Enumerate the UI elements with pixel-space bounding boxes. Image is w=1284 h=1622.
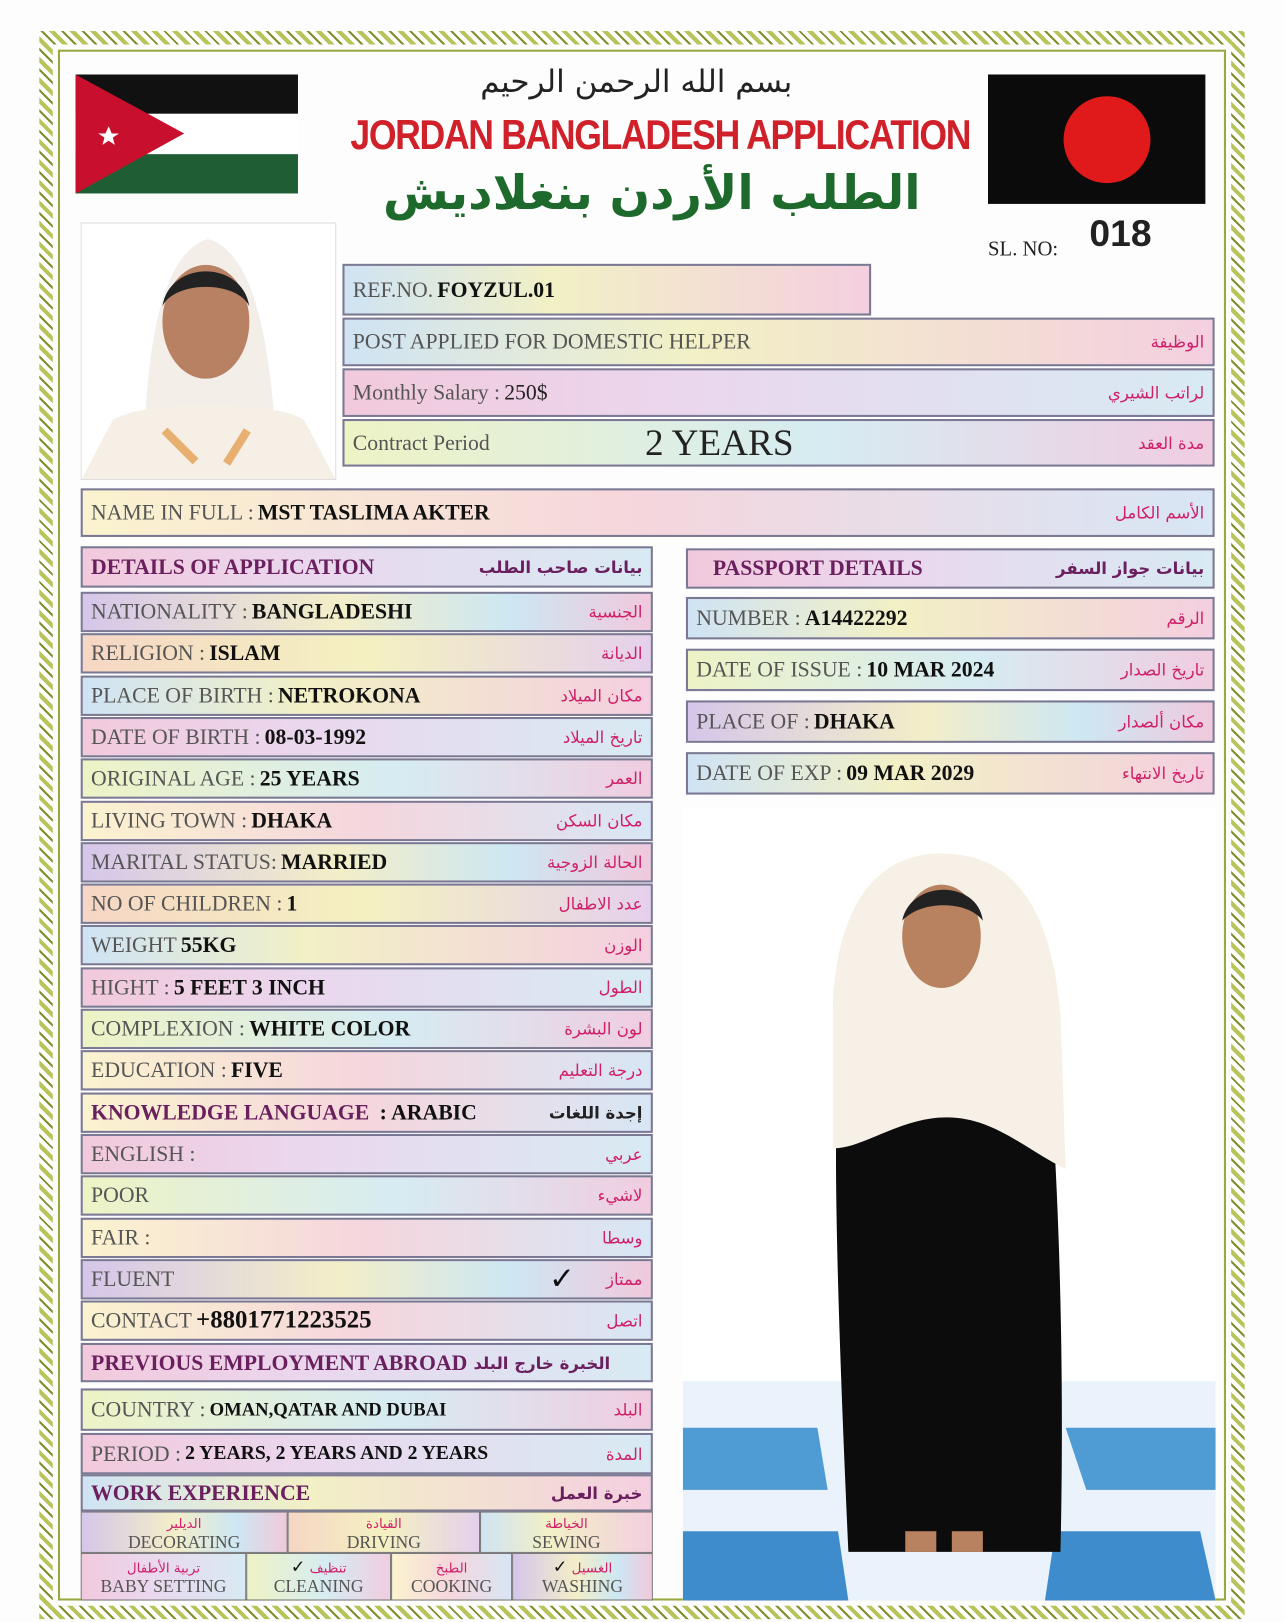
detail-label: WEIGHT	[91, 932, 177, 958]
passport-value: DHAKA	[813, 708, 895, 734]
post-applied-arabic: الوظيفة	[1150, 332, 1205, 352]
country-arabic: البلد	[613, 1399, 643, 1420]
work-experience-heading	[81, 1474, 653, 1511]
detail-label: NO OF CHILDREN :	[91, 890, 283, 916]
passport-row	[686, 752, 1215, 794]
passport-value: 09 MAR 2029	[846, 760, 975, 786]
detail-label: MARITAL STATUS:	[91, 849, 277, 875]
document-title: JORDAN BANGLADESH APPLICATION	[350, 112, 971, 159]
post-applied-field	[342, 318, 1214, 367]
detail-value: MARRIED	[281, 849, 388, 875]
language-label: FLUENT	[91, 1266, 175, 1291]
detail-arabic: الديانة	[601, 643, 643, 664]
salary-value: 250$	[504, 379, 548, 405]
work-skill-baby-setting	[81, 1553, 247, 1601]
passport-label: DATE OF EXP :	[696, 760, 843, 786]
details-heading-label: DETAILS OF APPLICATION	[91, 554, 375, 579]
passport-heading	[686, 548, 1215, 588]
detail-arabic: عدد الاطفال	[558, 893, 643, 914]
detail-value: 08-03-1992	[264, 724, 367, 749]
detail-arabic: العمر	[606, 768, 643, 789]
detail-value: 1	[286, 890, 298, 916]
language-row	[81, 1175, 653, 1215]
language-arabic: عربي	[605, 1144, 643, 1164]
salary-arabic: لراتب الشيري	[1107, 382, 1205, 403]
ref-value: FOYZUL.01	[437, 276, 555, 302]
language-label: POOR	[91, 1182, 150, 1208]
work-skill-washing	[512, 1553, 653, 1601]
passport-heading-label: PASSPORT DETAILS	[712, 555, 923, 581]
previous-employment-label: PREVIOUS EMPLOYMENT ABROAD	[91, 1349, 468, 1375]
skill-label: SEWING	[532, 1532, 601, 1552]
detail-row	[81, 800, 653, 840]
work-skill-driving	[288, 1512, 480, 1553]
contact-value: +8801771223525	[196, 1306, 372, 1334]
detail-value: 5 FEET 3 INCH	[173, 974, 325, 1000]
detail-value: NETROKONA	[277, 682, 421, 708]
period-row	[81, 1433, 653, 1474]
knowledge-arabic: إجدة اللغات	[548, 1102, 643, 1123]
work-skill-cooking	[391, 1553, 512, 1601]
checkmark-icon: ✓	[290, 1557, 306, 1577]
work-skill-cleaning	[246, 1553, 391, 1601]
detail-value: FIVE	[230, 1057, 283, 1083]
detail-row	[81, 925, 653, 965]
skill-arabic: تنظيف	[309, 1561, 347, 1577]
detail-value: BANGLADESHI	[251, 599, 413, 624]
detail-arabic: لون البشرة	[564, 1019, 643, 1039]
detail-value: WHITE COLOR	[249, 1015, 411, 1041]
bangladesh-flag	[988, 74, 1205, 203]
work-skill-decorating	[81, 1512, 288, 1553]
passport-row	[686, 649, 1215, 691]
jordan-flag	[76, 74, 298, 193]
basmala: بسم الله الرحمن الرحيم	[480, 64, 793, 101]
language-row	[81, 1217, 653, 1257]
skill-label: WASHING	[541, 1576, 624, 1597]
detail-row	[81, 592, 653, 632]
detail-arabic: درجة التعليم	[558, 1060, 643, 1081]
previous-employment-arabic: الخبرة خارج البلد	[473, 1352, 611, 1373]
detail-label: DATE OF BIRTH :	[91, 724, 261, 749]
detail-arabic: الوزن	[604, 935, 643, 956]
skill-label: DECORATING	[127, 1532, 241, 1552]
contract-label: Contract Period	[352, 429, 490, 455]
country-row	[81, 1388, 653, 1430]
full-body-photo	[683, 807, 1216, 1601]
detail-row	[81, 842, 653, 882]
period-arabic: المدة	[605, 1443, 643, 1464]
skill-label: DRIVING	[346, 1532, 421, 1552]
passport-heading-arabic: بيانات جواز السفر	[1056, 558, 1205, 579]
detail-value: 25 YEARS	[259, 765, 360, 791]
detail-row	[81, 759, 653, 799]
detail-label: HIGHT :	[91, 974, 170, 1000]
detail-arabic: الطول	[598, 977, 643, 998]
full-name-field	[81, 488, 1215, 537]
detail-label: ORIGINAL AGE :	[91, 765, 256, 791]
serial-label: SL. NO:	[988, 237, 1059, 261]
skill-label: BABY SETTING	[100, 1576, 227, 1597]
passport-arabic: الرقم	[1166, 608, 1205, 629]
full-name-arabic: الأسم الكامل	[1114, 502, 1205, 523]
detail-value: ISLAM	[209, 640, 281, 666]
detail-label: RELIGION :	[91, 640, 206, 666]
language-label: ENGLISH :	[91, 1141, 196, 1166]
skill-arabic: القيادة	[365, 1516, 402, 1533]
contract-arabic: مدة العقد	[1138, 432, 1205, 453]
detail-arabic: مكان السكن	[555, 810, 643, 831]
work-experience-arabic: خبرة العمل	[550, 1483, 643, 1503]
work-skill-sewing	[480, 1512, 653, 1553]
post-applied-label: POST APPLIED FOR DOMESTIC HELPER	[352, 329, 751, 354]
detail-label: NATIONALITY :	[91, 599, 248, 624]
passport-row	[686, 597, 1215, 639]
language-arabic: ممتاز	[606, 1269, 643, 1289]
ref-number-field	[342, 264, 871, 316]
skill-arabic: الطبخ	[435, 1561, 468, 1577]
detail-arabic: تاريخ الميلاد	[562, 727, 643, 747]
knowledge-label: KNOWLEDGE LANGUAGE	[91, 1099, 370, 1125]
country-label: COUNTRY :	[91, 1396, 206, 1422]
detail-arabic: مكان الميلاد	[560, 685, 643, 706]
checkmark-icon: ✓	[548, 1262, 575, 1297]
language-label: FAIR :	[91, 1224, 151, 1250]
ref-label: REF.NO.	[352, 276, 434, 302]
period-value: 2 YEARS, 2 YEARS AND 2 YEARS	[185, 1442, 489, 1464]
salary-field	[342, 368, 1214, 417]
detail-row	[81, 967, 653, 1007]
details-heading	[81, 546, 653, 587]
passport-value: A14422292	[804, 605, 908, 631]
detail-label: COMPLEXION :	[91, 1015, 245, 1041]
detail-arabic: الجنسية	[588, 602, 643, 622]
detail-label: LIVING TOWN :	[91, 807, 248, 833]
language-arabic: لاشيء	[597, 1185, 643, 1206]
passport-photo	[81, 222, 337, 480]
skill-arabic: الديلير	[166, 1516, 202, 1533]
detail-value: DHAKA	[251, 807, 333, 833]
contact-row	[81, 1301, 653, 1341]
country-value: OMAN,QATAR AND DUBAI	[209, 1398, 447, 1420]
full-name-label: NAME IN FULL :	[91, 499, 254, 525]
detail-row	[81, 633, 653, 673]
skill-label: COOKING	[411, 1576, 493, 1597]
language-arabic: وسطا	[601, 1227, 643, 1248]
passport-label: PLACE OF :	[696, 708, 810, 734]
detail-row	[81, 675, 653, 715]
detail-value: 55KG	[180, 932, 237, 958]
passport-row	[686, 700, 1215, 742]
contract-value: 2 YEARS	[644, 422, 794, 464]
detail-label: PLACE OF BIRTH :	[91, 682, 274, 708]
full-name-value: MST TASLIMA AKTER	[257, 499, 490, 525]
passport-value: 10 MAR 2024	[866, 656, 995, 682]
skill-arabic: تربية الأطفال	[126, 1561, 201, 1577]
checkmark-icon: ✓	[552, 1557, 568, 1577]
skill-arabic: الخياطة	[545, 1516, 588, 1533]
skill-arabic: الغسيل	[571, 1561, 613, 1577]
language-row	[81, 1134, 653, 1174]
contact-arabic: اتصل	[606, 1310, 643, 1331]
detail-row	[81, 1050, 653, 1090]
period-label: PERIOD :	[91, 1440, 181, 1466]
salary-label: Monthly Salary :	[352, 379, 501, 405]
serial-number: 018	[1089, 212, 1152, 255]
detail-row	[81, 884, 653, 924]
passport-label: DATE OF ISSUE :	[696, 656, 863, 682]
passport-arabic: تاريخ الانتهاء	[1121, 763, 1205, 784]
language-row	[81, 1259, 653, 1299]
detail-arabic: الحالة الزوجية	[547, 852, 643, 872]
passport-arabic: تاريخ الصدار	[1120, 660, 1205, 680]
work-experience-label: WORK EXPERIENCE	[91, 1479, 311, 1505]
skill-label: CLEANING	[273, 1576, 364, 1597]
detail-row	[81, 1009, 653, 1049]
detail-label: EDUCATION :	[91, 1057, 227, 1083]
contract-period-field	[342, 419, 1214, 467]
details-heading-arabic: بيانات صاحب الطلب	[478, 557, 643, 577]
knowledge-value: : ARABIC	[379, 1099, 477, 1125]
contact-label: CONTACT	[91, 1307, 192, 1333]
knowledge-language-row	[81, 1092, 653, 1132]
document-title-arabic: الطلب الأردن بنغلاديش	[383, 164, 921, 221]
passport-label: NUMBER :	[696, 605, 801, 631]
passport-arabic: مكان ألصدار	[1118, 711, 1205, 732]
previous-employment-heading	[81, 1343, 653, 1382]
detail-row	[81, 717, 653, 757]
